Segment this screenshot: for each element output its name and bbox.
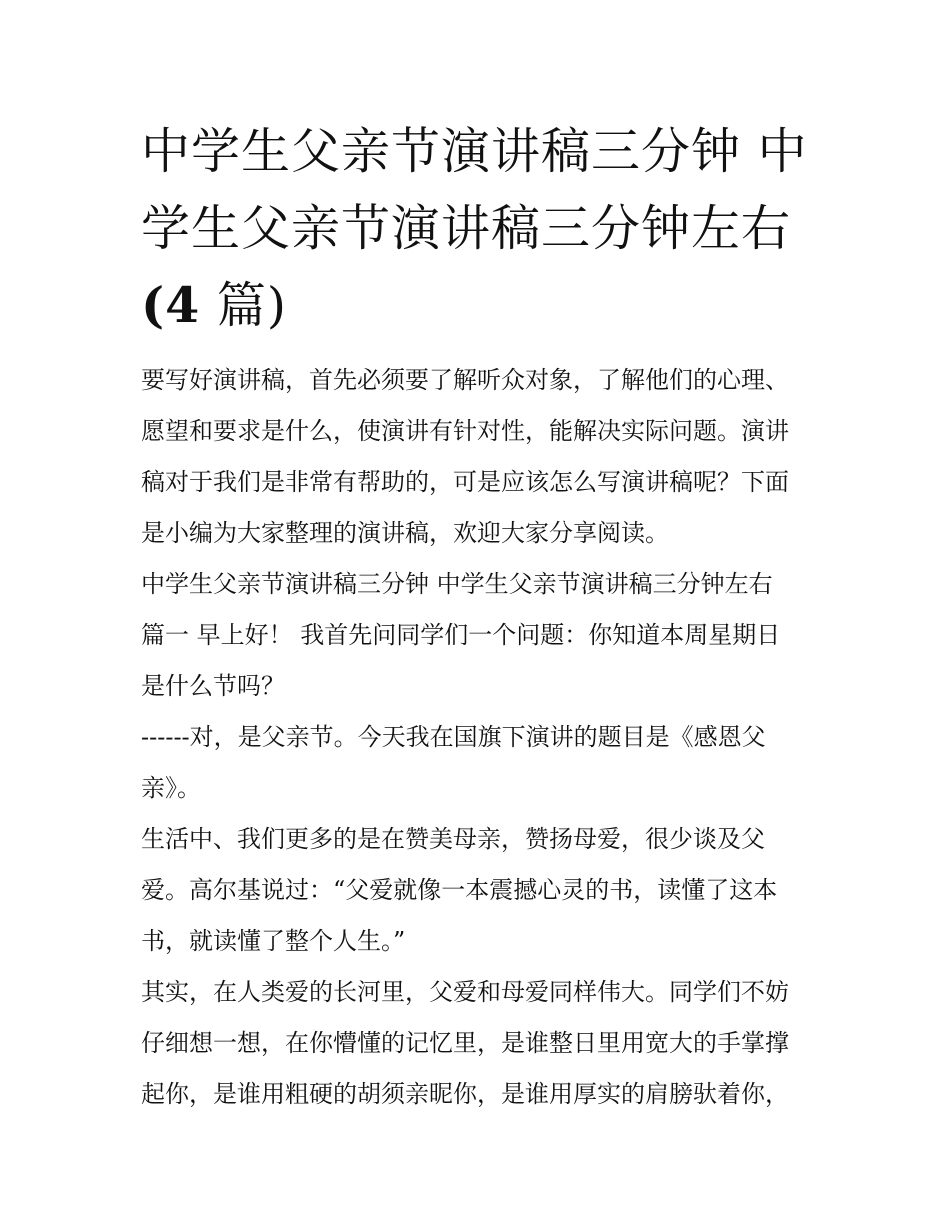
paragraph-intro <box>141 355 821 559</box>
title-line: 中学生父亲节演讲稿三分钟 中 <box>141 123 808 180</box>
text-line: 书，就读懂了整个人生。” <box>141 927 406 955</box>
paragraph-fathers-day <box>141 712 821 814</box>
document-title <box>141 113 821 344</box>
text-line: 稿对于我们是非常有帮助的，可是应该怎么写演讲稿呢？下面 <box>141 468 789 496</box>
text-line: 篇一 早上好！ 我首先问同学们一个问题：你知道本周星期日 <box>141 621 781 649</box>
text-line: 亲》。 <box>141 774 201 802</box>
text-line: 生活中、我们更多的是在赞美母亲，赞扬母爱，很少谈及父 <box>141 825 765 853</box>
text-line: 其实，在人类爱的长河里，父爱和母爱同样伟大。同学们不妨 <box>141 978 789 1006</box>
text-line: 爱。高尔基说过：“父爱就像一本震撼心灵的书，读懂了这本 <box>141 876 778 904</box>
text-line: 是小编为大家整理的演讲稿，欢迎大家分享阅读。 <box>141 519 669 547</box>
text-line: 要写好演讲稿，首先必须要了解听众对象，了解他们的心理、 <box>141 366 789 394</box>
document-body <box>141 355 821 1120</box>
text-line: ------对，是父亲节。今天我在国旗下演讲的题目是《感恩父 <box>141 723 766 751</box>
title-count: (4 <box>141 276 201 334</box>
text-line: 是什么节吗？ <box>141 672 285 700</box>
text-line: 起你，是谁用粗硬的胡须亲昵你，是谁用厚实的肩膀驮着你， <box>141 1080 789 1108</box>
text-line: 仔细想一想，在你懵懂的记忆里，是谁整日里用宽大的手掌撑 <box>141 1029 789 1057</box>
paragraph-fathers-love <box>141 967 821 1120</box>
title-line <box>141 267 821 344</box>
text-line: 愿望和要求是什么，使演讲有针对性，能解决实际问题。演讲 <box>141 417 789 445</box>
text-line: 中学生父亲节演讲稿三分钟 中学生父亲节演讲稿三分钟左右 <box>141 570 773 598</box>
paragraph-gorky-quote <box>141 814 821 967</box>
title-count-suffix: 篇) <box>200 277 287 334</box>
title-line: 学生父亲节演讲稿三分钟左右 <box>141 200 792 257</box>
paragraph-heading <box>141 559 821 712</box>
